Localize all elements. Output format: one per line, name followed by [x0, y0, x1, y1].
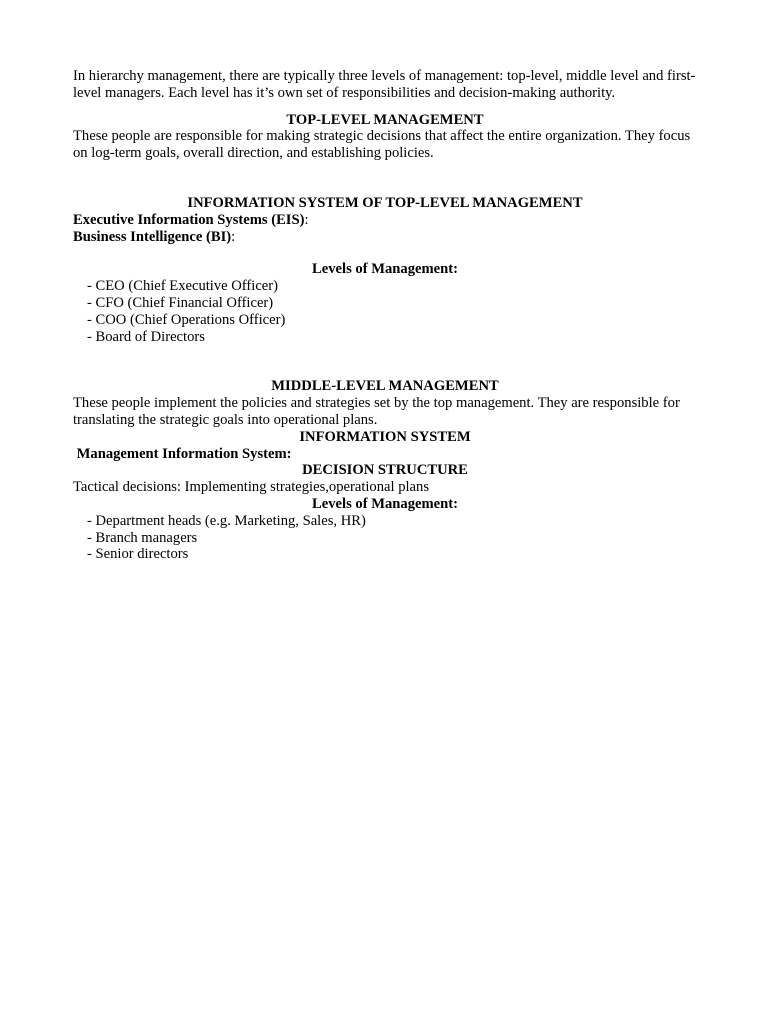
- list-item: - CFO (Chief Financial Officer): [87, 294, 274, 311]
- spacer: [73, 162, 697, 195]
- middle-levels-heading: Levels of Management:: [312, 495, 458, 512]
- middle-level-heading: MIDDLE-LEVEL MANAGEMENT: [271, 378, 499, 395]
- intro-paragraph: In hierarchy management, there are typically three levels of management: top-level, middle level and first-level managers. Each level has it’s own set of responsibilities and decision-making authority.: [73, 68, 696, 101]
- top-info-system-heading: INFORMATION SYSTEM OF TOP-LEVEL MANAGEMENT: [187, 194, 583, 211]
- list-item: - Branch managers: [87, 529, 198, 546]
- bi-line: [73, 229, 697, 246]
- bi-colon: :: [231, 228, 236, 245]
- list-item: - Board of Directors: [87, 328, 205, 345]
- top-level-heading: TOP-LEVEL MANAGEMENT: [286, 111, 484, 128]
- list-item: - Department heads (e.g. Marketing, Sales, HR): [87, 512, 366, 529]
- spacer: [73, 345, 697, 378]
- bi-label: Business Intelligence (BI): [73, 228, 232, 245]
- top-levels-heading: Levels of Management:: [312, 261, 458, 278]
- list-item: - COO (Chief Operations Officer): [87, 311, 286, 328]
- middle-levels-list: [73, 513, 697, 563]
- list-item: - CEO (Chief Executive Officer): [87, 278, 278, 295]
- spacer: [73, 245, 697, 261]
- top-levels-list: [73, 278, 697, 345]
- eis-label: Executive Information Systems (EIS): [73, 211, 305, 228]
- top-level-paragraph: These people are responsible for making strategic decisions that affect the entire organization. They focus on log-term goals, overall direction, and establishing policies.: [73, 128, 691, 162]
- list-item: - Senior directors: [87, 546, 189, 563]
- middle-info-system-heading: INFORMATION SYSTEM: [299, 428, 471, 445]
- decision-text: Tactical decisions: Implementing strategies,operational plans: [73, 479, 430, 496]
- document-page: [73, 68, 697, 563]
- spacer: [73, 102, 697, 112]
- middle-level-paragraph: These people implement the policies and strategies set by the top management. They are responsible for translating the strategic goals into operational plans.: [73, 395, 680, 428]
- decision-structure-heading: DECISION STRUCTURE: [302, 462, 468, 479]
- eis-line: [73, 212, 697, 229]
- eis-colon: :: [304, 211, 309, 228]
- mis-label: Management Information System:: [73, 445, 292, 462]
